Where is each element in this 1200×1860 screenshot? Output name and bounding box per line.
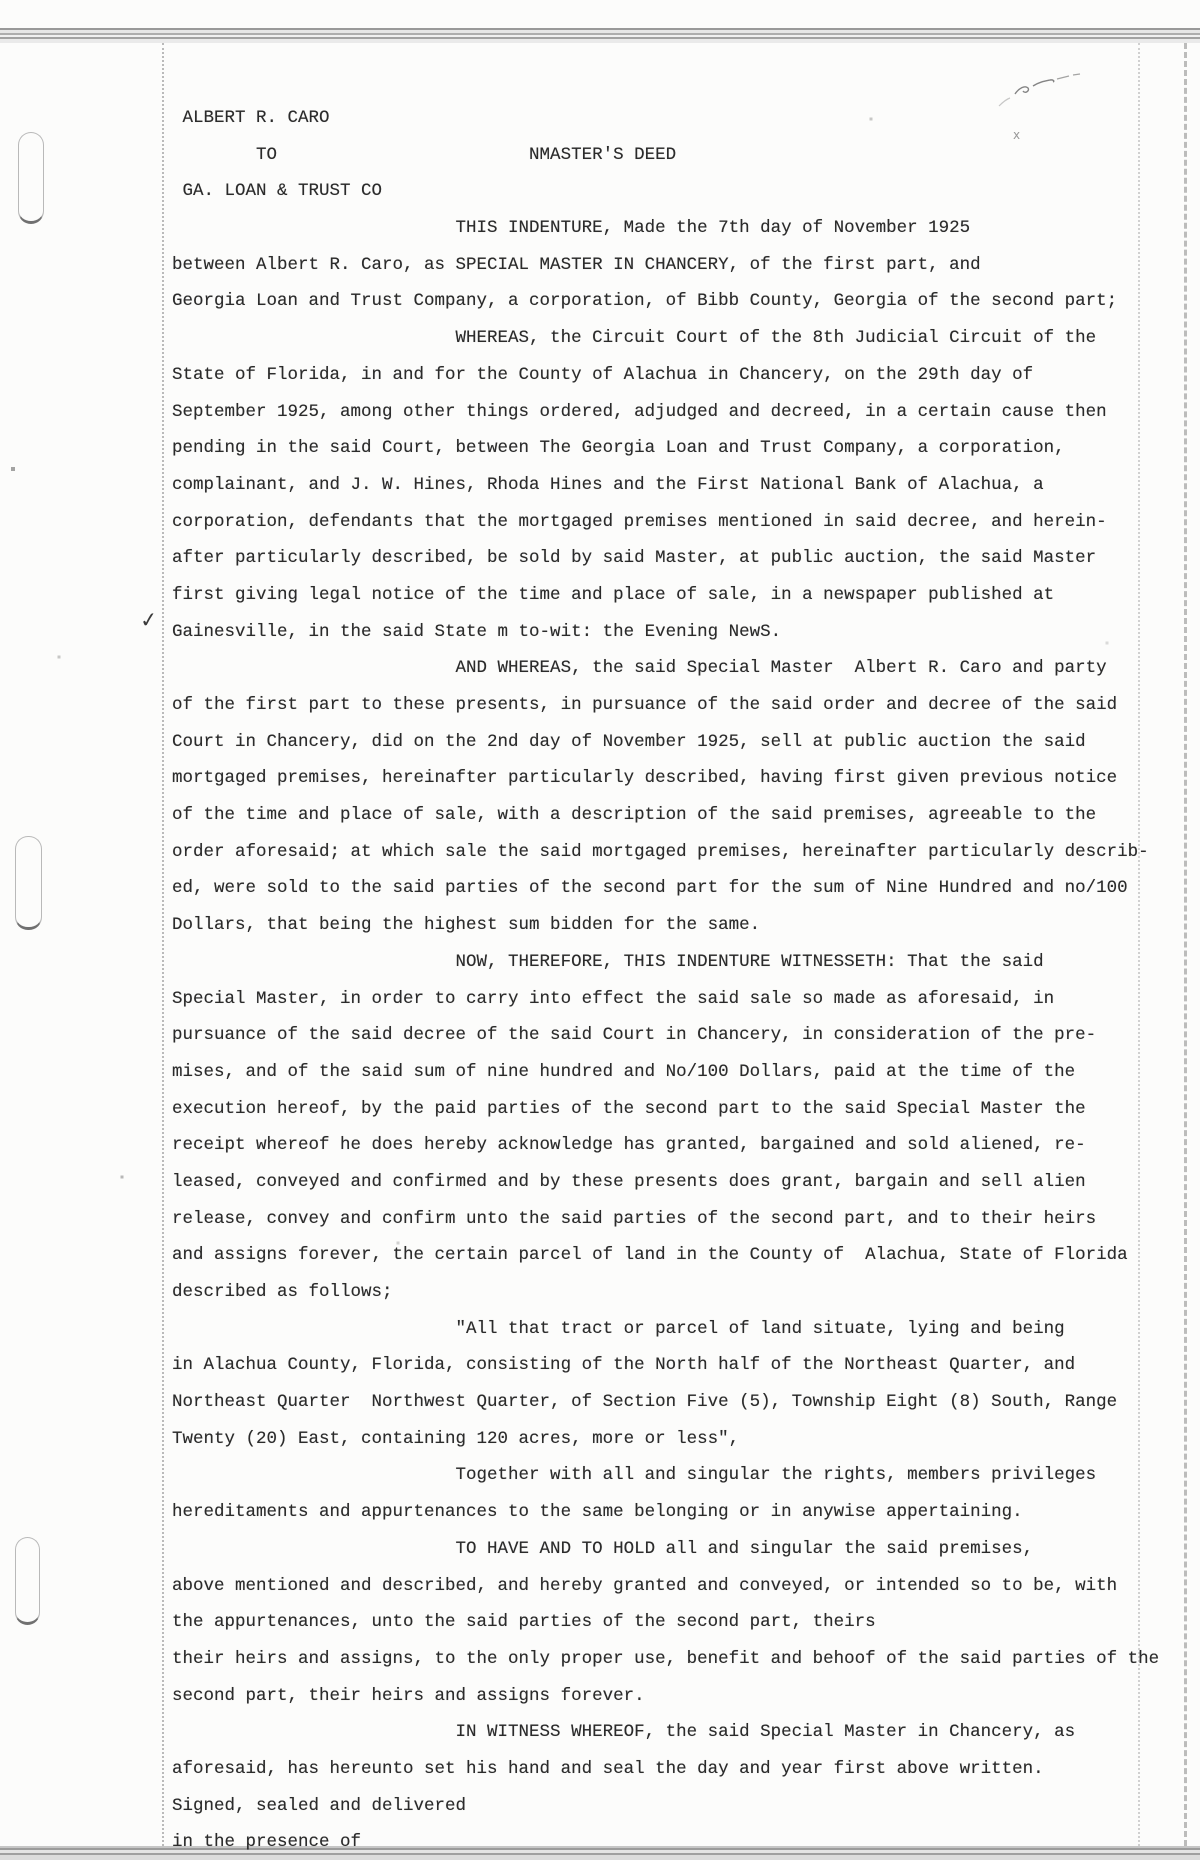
top-edge-band (0, 28, 1200, 43)
document-line: GA. LOAN & TRUST CO (172, 181, 383, 202)
document-line: WHEREAS, the Circuit Court of the 8th Judicial Circuit of the (172, 328, 1097, 349)
document-line: pursuance of the said decree of the said Court in Chancery, in consideration of the pre- (172, 1025, 1097, 1046)
document-line: ALBERT R. CARO (172, 108, 330, 128)
document-line: leased, conveyed and confirmed and by these presents does grant, bargain and sell alien (172, 1171, 1086, 1192)
document-line: complainant, and J. W. Hines, Rhoda Hines and the First National Bank of Alachua, a (172, 474, 1044, 495)
document-line: first giving legal notice of the time and place of sale, in a newspaper published at (172, 584, 1055, 605)
document-line: pending in the said Court, between The Georgia Loan and Trust Company, a corporation, (172, 438, 1065, 459)
document-line: of the first part to these presents, in pursuance of the said order and decree of the said (172, 695, 1118, 715)
binder-bracket-top (18, 132, 44, 224)
document-line: after particularly described, be sold by said Master, at public auction, the said Master (172, 548, 1097, 569)
document-line: and assigns forever, the certain parcel of land in the County of Alachua, State of Florida (172, 1245, 1128, 1266)
document-line: TO HAVE AND TO HOLD all and singular the said premises, (172, 1538, 1034, 1559)
document-line: September 1925, among other things ordered, adjudged and decreed, in a certain cause then (172, 401, 1107, 422)
document-line: in Alachua County, Florida, consisting of the North half of the Northeast Quarter, and (172, 1355, 1076, 1376)
checkmark-annotation: ✓ (138, 607, 159, 633)
paper-specks (0, 0, 2, 2)
document-line: receipt whereof he does hereby acknowledge has granted, bargained and sold aliened, re- (172, 1135, 1086, 1156)
document-line: Georgia Loan and Trust Company, a corporation, of Bibb County, Georgia of the second part; (172, 291, 1118, 312)
binder-bracket-bottom (15, 1537, 40, 1625)
document-line: ed, were sold to the said parties of the second part for the sum of Nine Hundred and no/100 (172, 878, 1128, 899)
document-line: second part, their heirs and assigns forever. (172, 1685, 645, 1706)
document-line: of the time and place of sale, with a description of the said premises, agreeable to the (172, 805, 1097, 826)
typed-text-block (172, 100, 1192, 1860)
document-line: the appurtenances, unto the said parties of the second part, theirs (172, 1612, 876, 1633)
document-line: aforesaid, has hereunto set his hand and seal the day and year first above written. (172, 1758, 1044, 1779)
document-line: in the presence of (172, 1832, 362, 1853)
document-line: THIS INDENTURE, Made the 7th day of November 1925 (172, 218, 971, 239)
document-line: "All that tract or parcel of land situate, lying and being (172, 1318, 1065, 1339)
document-line: NOW, THEREFORE, THIS INDENTURE WITNESSETH: That the said (172, 951, 1044, 972)
document-line: above mentioned and described, and hereby granted and conveyed, or intended so to be, with (172, 1575, 1118, 1596)
document-line: Twenty (20) East, containing 120 acres, more or less", (172, 1428, 740, 1449)
document-line: Dollars, that being the highest sum bidden for the same. (172, 915, 761, 936)
document-line: release, convey and confirm unto the said parties of the second part, and to their heirs (172, 1208, 1097, 1229)
document-line: Special Master, in order to carry into effect the said sale so made as aforesaid, in (172, 988, 1055, 1009)
document-line: Signed, sealed and delivered (172, 1795, 467, 1816)
document-line: Gainesville, in the said State m to-wit: the Evening NewS. (172, 621, 782, 642)
document-line: Northeast Quarter Northwest Quarter, of Section Five (5), Township Eight (8) South, Range (172, 1392, 1118, 1413)
document-line: State of Florida, in and for the County of Alachua in Chancery, on the 29th day of (172, 364, 1034, 385)
binder-bracket-middle (15, 836, 42, 930)
document-line: corporation, defendants that the mortgaged premises mentioned in said decree, and herein- (172, 511, 1107, 532)
document-line: Court in Chancery, did on the 2nd day of November 1925, sell at public auction the said (172, 731, 1086, 752)
document-line: AND WHEREAS, the said Special Master Albert R. Caro and party (172, 658, 1107, 679)
document-line: their heirs and assigns, to the only proper use, benefit and behoof of the said parties of the (172, 1648, 1160, 1669)
document-line: execution hereof, by the paid parties of the second part to the said Special Master the (172, 1098, 1086, 1119)
left-margin-rule (162, 43, 164, 1846)
document-line: between Albert R. Caro, as SPECIAL MASTER IN CHANCERY, of the first part, and (172, 254, 981, 275)
document-line: order aforesaid; at which sale the said mortgaged premises, hereinafter particularly describ- (172, 841, 1149, 862)
document-line: described as follows; (172, 1282, 393, 1302)
document-line: mises, and of the said sum of nine hundred and No/100 Dollars, paid at the time of the (172, 1061, 1076, 1082)
document-line: TO NMASTER'S DEED (172, 144, 677, 165)
document-line: IN WITNESS WHEREOF, the said Special Master in Chancery, as (172, 1722, 1076, 1743)
document-line: hereditaments and appurtenances to the same belonging or in anywise appertaining. (172, 1502, 1023, 1523)
document-line: Together with all and singular the rights, members privileges (172, 1465, 1097, 1486)
x-pencil-mark: x (1013, 128, 1021, 142)
document-line: mortgaged premises, hereinafter particularly described, having first given previous notice (172, 768, 1118, 789)
